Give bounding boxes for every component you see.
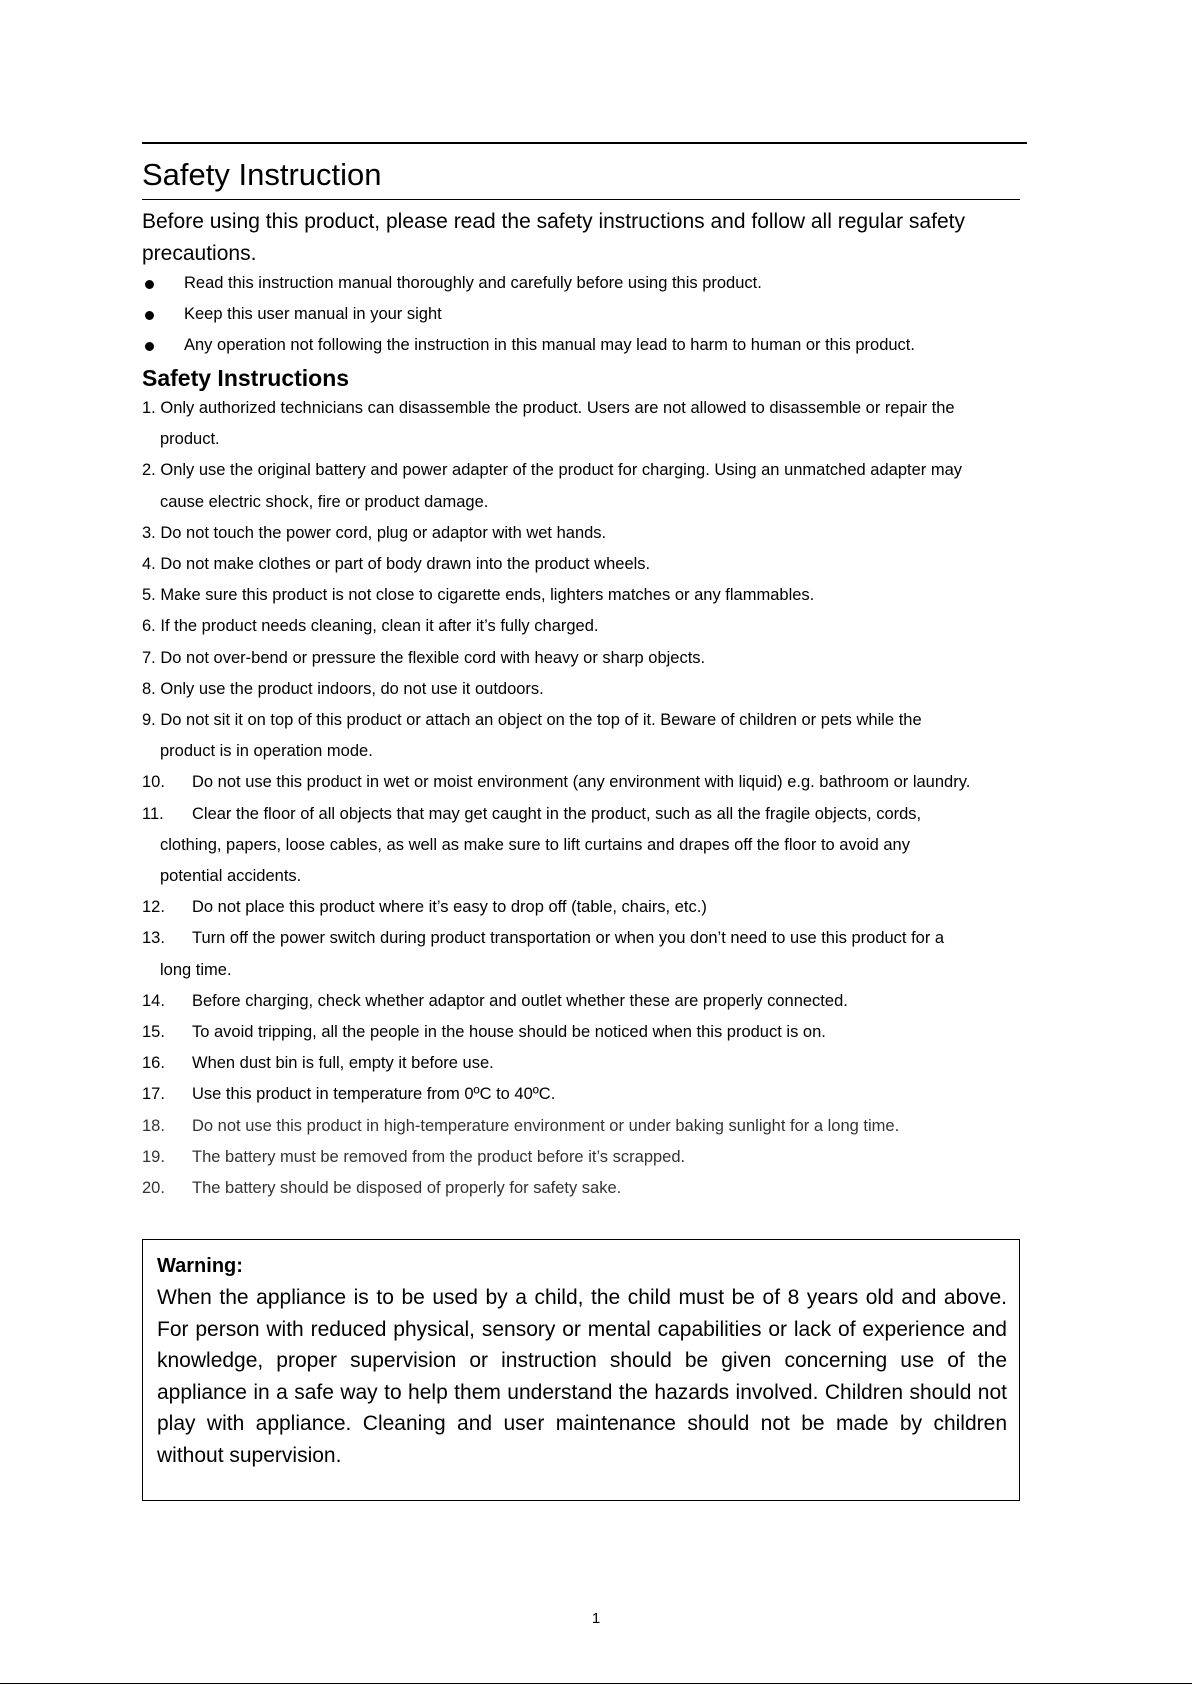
list-item: 18. Do not use this product in high-temperature environment or under baking sunlight for a long time. xyxy=(142,1116,900,1135)
list-item: 6. If the product needs cleaning, clean it after it’s fully charged. xyxy=(142,617,599,636)
list-item: 1. Only authorized technicians can disassemble the product. Users are not allowed to disassemble or repair the product. xyxy=(142,399,955,449)
list-item: 8. Only use the product indoors, do not use it outdoors. xyxy=(142,679,544,698)
list-item: 12. Do not place this product where it’s easy to drop off (table, chairs, etc.) xyxy=(142,898,707,917)
list-item: 19. The battery must be removed from the product before it’s scrapped. xyxy=(142,1147,686,1166)
bullet-dot-icon xyxy=(145,311,154,320)
list-item: 9. Do not sit it on top of this product or attach an object on the top of it. Beware of children or pets while the product is in operation mode. xyxy=(142,711,922,761)
title-underline xyxy=(142,199,1020,200)
list-item: 4. Do not make clothes or part of body drawn into the product wheels. xyxy=(142,555,651,574)
list-item: 11. Clear the floor of all objects that may get caught in the product, such as all the fragile objects, cords, clothing, papers, loose cables, as well as make sure to lift curtains and drapes off the floor to avoid any potential accidents. xyxy=(142,804,922,886)
list-item: 2. Only use the original battery and power adapter of the product for charging. Using an unmatched adapter may cause electric shock, fire or product damage. xyxy=(142,461,963,511)
header-rule xyxy=(142,142,1027,144)
instruction-list xyxy=(142,393,1047,1204)
list-item: 7. Do not over-bend or pressure the flexible cord with heavy or sharp objects. xyxy=(142,648,706,667)
page-number: 1 xyxy=(591,1610,601,1627)
page-title: Safety Instruction xyxy=(142,157,382,192)
list-item: 16. When dust bin is full, empty it before use. xyxy=(142,1054,494,1073)
bullet-dot-icon xyxy=(145,342,154,351)
bullet-item: Read this instruction manual thoroughly and carefully before using this product. xyxy=(142,268,1042,299)
section-heading: Safety Instructions xyxy=(142,365,350,391)
warning-text: When the appliance is to be used by a child, the child must be of 8 years old and above. For person with reduced physical, sensory or mental capabilities or lack of experience and knowledge, proper supervision or instruction should be given concerning use of the appliance in a safe way to help them understand the hazards involved. Children should not play with appliance. Cleaning and user maintenance should not be made by children without supervision. xyxy=(157,1286,1007,1467)
list-item: 14. Before charging, check whether adaptor and outlet whether these are properly connected. xyxy=(142,991,848,1010)
bullet-item: Keep this user manual in your sight xyxy=(142,299,1042,330)
list-item: 5. Make sure this product is not close to cigarette ends, lighters matches or any flammables. xyxy=(142,586,815,605)
warning-heading: Warning: xyxy=(157,1255,243,1277)
list-item: 17. Use this product in temperature from 0ºC to 40ºC. xyxy=(142,1085,556,1104)
list-item: 3. Do not touch the power cord, plug or adaptor with wet hands. xyxy=(142,523,607,542)
footer-rule xyxy=(0,1683,1192,1684)
warning-box xyxy=(142,1239,1020,1501)
bullet-dot-icon xyxy=(145,280,154,289)
bullet-list xyxy=(142,268,1042,361)
list-item: 13. Turn off the power switch during product transportation or when you don’t need to use this product for a long time. xyxy=(142,929,945,979)
list-item: 20. The battery should be disposed of properly for safety sake. xyxy=(142,1179,622,1198)
list-item: 15. To avoid tripping, all the people in the house should be noticed when this product is on. xyxy=(142,1023,826,1042)
intro-paragraph: Before using this product, please read the safety instructions and follow all regular safety precautions. xyxy=(142,210,965,265)
bullet-item: Any operation not following the instruction in this manual may lead to harm to human or this product. xyxy=(142,330,1042,361)
list-item: 10. Do not use this product in wet or moist environment (any environment with liquid) e.g. bathroom or laundry. xyxy=(142,773,971,792)
